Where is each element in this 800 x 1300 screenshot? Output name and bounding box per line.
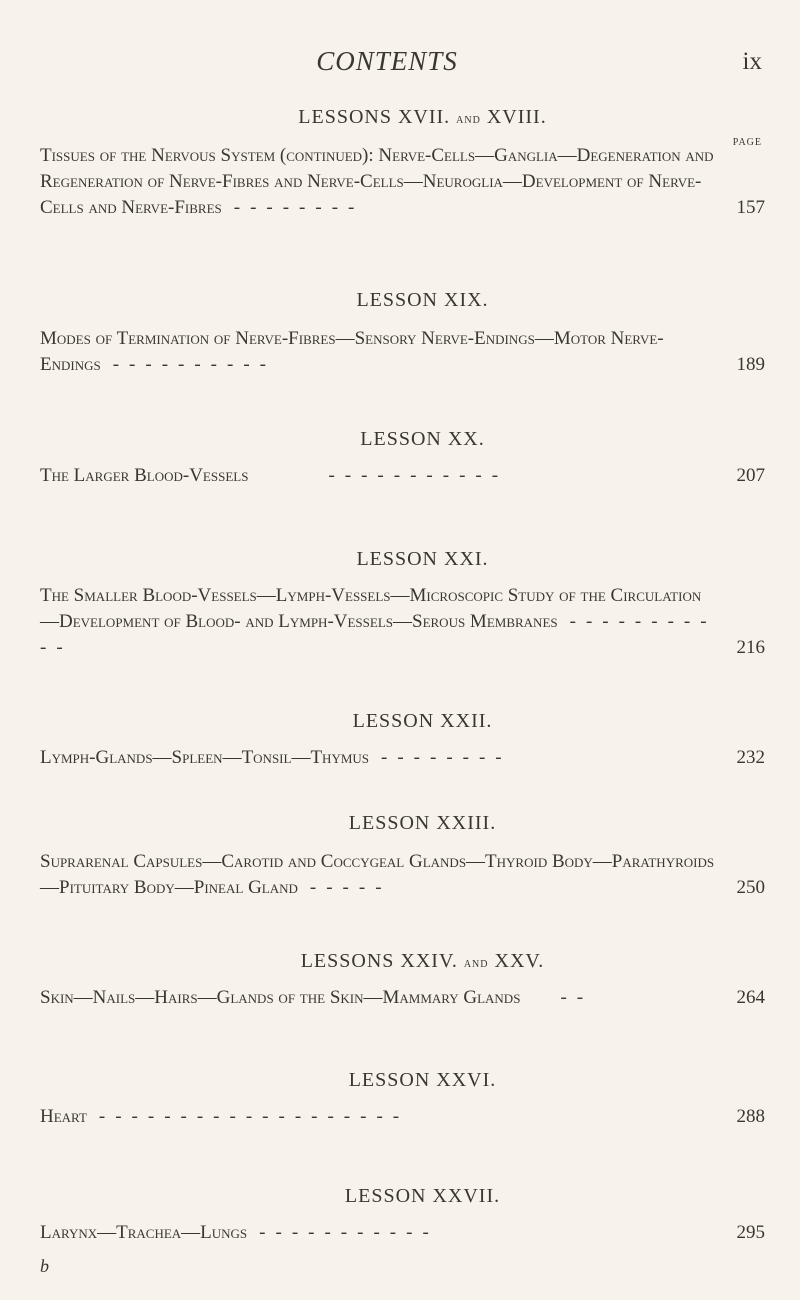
dot-leader: ---------- [112,354,276,375]
toc-entry[interactable] [40,849,765,901]
toc-lesson-26 [40,1069,765,1130]
toc-entry-text: Larynx—Trachea—Lungs [40,1222,248,1243]
lesson-heading-main: LESSONS XVII. [298,106,451,128]
toc-lesson-22 [40,710,765,771]
toc-lesson-23 [40,812,765,901]
page-column-label: PAGE [732,137,762,148]
lesson-heading-tail: XXV. [494,950,545,972]
toc-lesson-17-18 [40,106,765,221]
toc-entry[interactable] [40,745,765,771]
lesson-heading [40,289,765,312]
toc-entry[interactable] [40,463,765,489]
dot-leader: -- [560,987,594,1008]
lesson-heading [40,106,765,129]
lesson-heading [40,950,765,973]
lesson-heading-and: and [463,956,489,971]
lesson-heading-main: LESSON XXVII. [344,1185,501,1207]
lesson-heading [40,1069,765,1092]
lesson-heading [40,548,765,571]
toc-lesson-20 [40,428,765,489]
toc-entry-text: Tissues of the Nervous System (continued): Nerve-Cells—Ganglia—Degeneration and Regeneration of Nerve-Fibres and Nerve-Cells—Neuroglia—Development of Nerve-Cells and Nerve-Fibres [40,145,714,218]
toc-entry[interactable] [40,1220,765,1246]
lesson-heading-main: LESSON XXII. [352,710,493,732]
toc-entry[interactable] [40,1104,765,1130]
running-head [0,46,800,86]
lesson-heading-main: LESSON XXIII. [348,812,497,834]
lesson-heading-main: LESSON XX. [360,428,485,450]
toc-entry[interactable] [40,143,765,221]
toc-entry-text: Modes of Termination of Nerve-Fibres—Sensory Nerve-Endings—Motor Nerve-Endings [40,328,664,375]
dot-leader: ----------- [328,465,509,486]
toc-entry-page: 157 [736,197,765,218]
toc-entry-page: 216 [736,637,765,658]
toc-lesson-24-25 [40,950,765,1011]
toc-entry-text: Suprarenal Capsules—Carotid and Coccygeal Glands—Thyroid Body—Parathyroids—Pituitary Body—Pineal Gland [40,851,715,898]
toc-entry-page: 295 [736,1222,765,1243]
toc-entry-text: Heart [40,1106,87,1127]
toc-entry-text: The Larger Blood-Vessels [40,465,249,486]
signature-mark: b [40,1256,49,1276]
toc-entry-page: 288 [736,1106,765,1127]
running-title: CONTENTS [316,46,458,76]
dot-leader: ----- [309,877,392,898]
lesson-heading-main: LESSON XXI. [356,548,489,570]
toc-lesson-19 [40,289,765,378]
toc-entry[interactable] [40,985,765,1011]
dot-leader: -------- [381,747,512,768]
toc-entry-page: 189 [736,354,765,375]
dot-leader: ----------- [40,611,717,658]
toc-lesson-21 [40,548,765,661]
lesson-heading [40,710,765,733]
lesson-heading-and: and [456,112,481,127]
toc-entry-page: 250 [736,877,765,898]
toc-entry-page: 264 [736,987,765,1008]
dot-leader: -------- [233,197,365,218]
toc-entry-text: The Smaller Blood-Vessels—Lymph-Vessels—Microscopic Study of the Circulation—Development of Blood- and Lymph-Vessels—Serous Membranes [40,585,702,632]
toc-entry[interactable] [40,326,765,378]
toc-entry-text: Lymph-Glands—Spleen—Tonsil—Thymus [40,747,370,768]
dot-leader: ------------------- [98,1106,410,1127]
lesson-heading [40,428,765,451]
lesson-heading-tail: XVIII. [486,106,547,128]
dot-leader: ----------- [259,1222,439,1243]
lesson-heading [40,812,765,835]
toc-entry-page: 207 [736,465,765,486]
page-number: ix [742,48,762,75]
lesson-heading-main: LESSON XIX. [356,289,489,311]
toc-entry-page: 232 [736,747,765,768]
toc-entry-text: Skin—Nails—Hairs—Glands of the Skin—Mammary Glands [40,987,521,1008]
toc-lesson-27 [40,1185,765,1246]
lesson-heading-main: LESSON XXVI. [348,1069,497,1091]
toc-entry[interactable] [40,583,765,661]
lesson-heading-main: LESSONS XXIV. [300,950,458,972]
lesson-heading [40,1185,765,1208]
